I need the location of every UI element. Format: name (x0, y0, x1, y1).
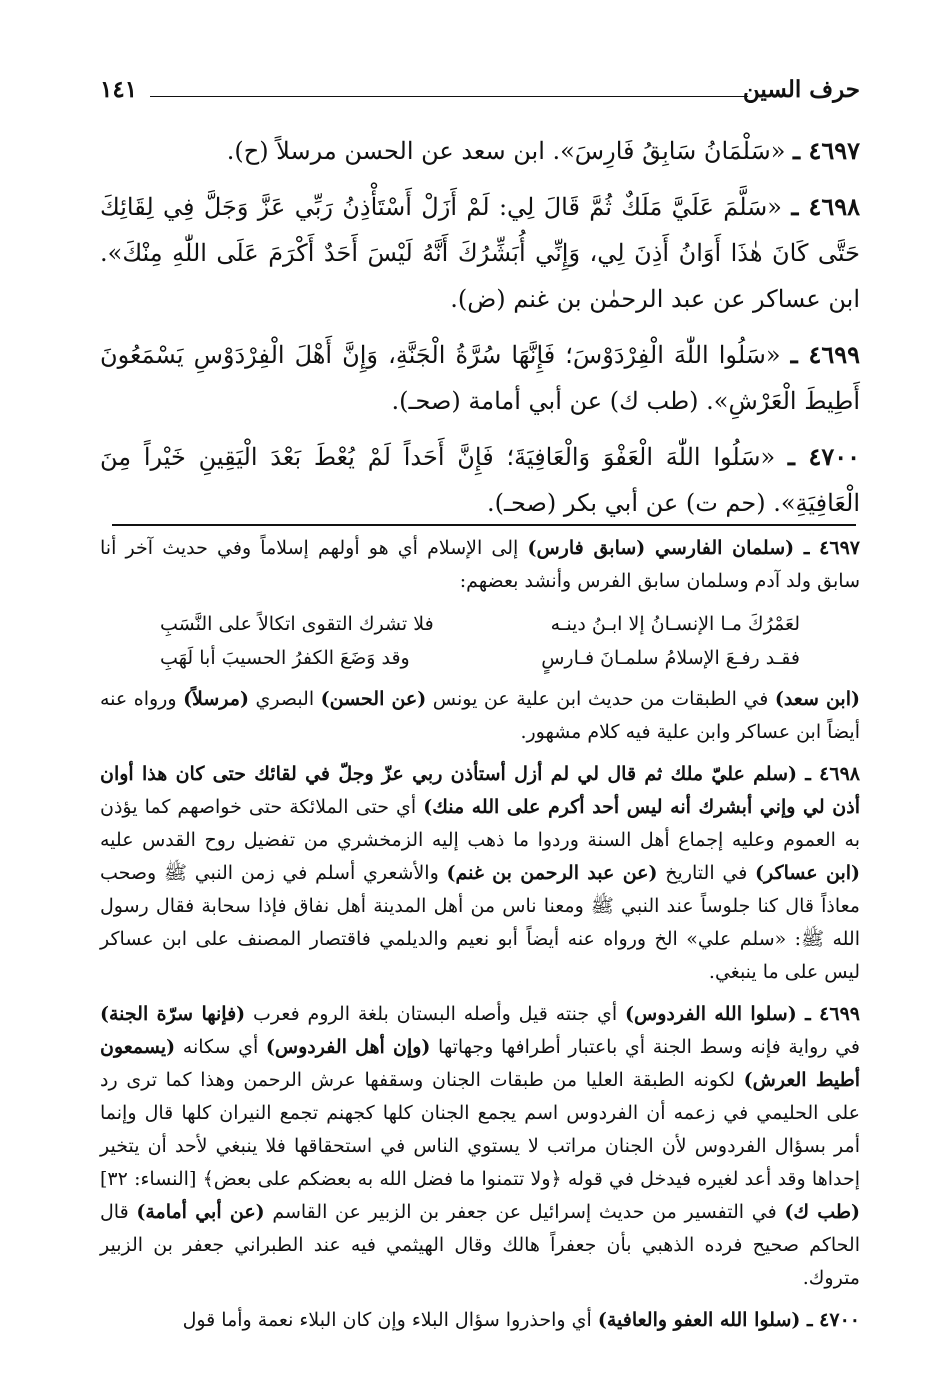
commentary (100, 532, 860, 1346)
hadith-number: ٤٦٩٨ ـ (791, 192, 861, 221)
chapter-title: حرف السين (742, 76, 860, 103)
commentary-lead: ٤٦٩٧ ـ (سلمان الفارسي (سابق فارس) (527, 537, 860, 559)
source-ref: (مرسلاً) (183, 688, 249, 710)
commentary-text: أي حتى الملائكة حتى خواصهم كما يؤذن به العموم وعليه إجماع أهل السنة وردوا ما ذهب إليه الزمخشري من تفضيل روح القدس عليه (100, 796, 860, 851)
header-rule (150, 96, 748, 97)
hadith-number: ٤٦٩٩ ـ (790, 340, 860, 369)
source-ref: (عن عبد الرحمن بن غنم) (446, 862, 658, 884)
hadith-4698 (100, 184, 860, 322)
commentary-lead: ٤٦٩٨ ـ (سلم عليّ ملك ثم قال لي لم أزل أستأذن ربي عزّ وجلّ في لقائك حتى كان هذا أوان أذن لي وإني أبشرك أنه ليس أحد أكرم على الله منك) (100, 763, 860, 818)
hemistich-first: لعَمْرُكَ مـا الإنسـانُ إلا ابـنُ دينـه (550, 613, 800, 635)
source-ref: (عن أبي أمامة) (136, 1201, 265, 1223)
commentary-4700 (100, 1304, 860, 1337)
commentary-text: لكونه الطبقة العليا من طبقات الجنان وسقفها عرش الرحمن وهذا كما ترى رد على الحليمي في زعمه أن الفردوس اسم يجمع الجنان كلها كجهنم تجمع النيران كلها قال وإنما أمر بسؤال الفردوس لأن الجنان مراتب لا يستوي الناس في استحقاقها فلا ينبغي لأحد أن يتخير إحداها وقد أعد لغيره فيدخل في قوله ﴿ولا تتمنوا ما فضل الله به بعضكم على بعض﴾ [النساء: ٣٢] (100, 1069, 860, 1190)
hadith-body: «سَلُوا اللّٰهَ الْفِرْدَوْسَ؛ فَإِنَّهَا سُرَّةُ الْجَنَّةِ، وَإِنَّ أَهْلَ الْفِرْدَوْسِ يَسْمَعُونَ أَطِيطَ الْعَرْشِ». (طب ك) عن أبي أمامة (صحـ). (100, 341, 860, 415)
source-ref: (ابن عساكر) (755, 862, 861, 884)
poem (160, 607, 800, 675)
poem-line (160, 607, 800, 641)
source-ref: (عن الحسن) (320, 688, 427, 710)
commentary-text: أي جنته قيل وأصله البستان بلغة الروم فعرب (245, 1003, 626, 1025)
commentary-lead: ٤٧٠٠ ـ (سلوا الله العفو والعافية) (597, 1309, 860, 1331)
source-ref: (ابن سعد) (774, 688, 860, 710)
hadith-4700 (100, 434, 860, 526)
commentary-4697-source (100, 683, 860, 749)
hadith-body: «سَلَّمَ عَلَيَّ مَلَكٌ ثُمَّ قَالَ لِي: لَمْ أَزَلْ أَسْتَأْذِنُ رَبِّي عَزَّ وَجَلَّ فِي لِقَائِكَ حَتَّى كَانَ هٰذَا أَوَانُ أَذِنَ لِي، وَإِنِّي أُبَشِّرُكَ أَنَّهُ لَيْسَ أَحَدٌ أَكْرَمَ عَلَى اللّٰهِ مِنْكَ». ابن عساكر عن عبد الرحمٰن بن غنم (ض). (100, 193, 860, 313)
hadith-4697 (100, 128, 860, 174)
hemistich-second: وقد وَضَعَ الكفرُ الحسيبَ أبا لَهَبِ (160, 647, 410, 669)
page-number: ١٤١ (100, 76, 138, 103)
commentary-text: البصري (248, 688, 321, 710)
hadith-4699 (100, 332, 860, 424)
commentary-lead: ٤٦٩٩ ـ (سلوا الله الفردوس) (625, 1003, 860, 1025)
commentary-text: والأشعري أسلم في زمن النبي ﷺ وصحب معاذاً قال كنا جلوساً عند النبي ﷺ ومعنا ناس من أهل المدينة أهل نفاق فإذا سحابة فقال رسول الله ﷺ: «سلم علي» الخ ورواه عنه أيضاً أبو نعيم والديلمي فاقتصار المصنف على ابن عساكر ليس على ما ينبغي. (100, 862, 860, 983)
commentary-text: ورواه عنه أيضاً ابن عساكر وابن علية فيه كلام مشهور. (100, 688, 860, 743)
source-ref: (طب ك) (784, 1201, 860, 1223)
commentary-text: أي واحذروا سؤال البلاء وإن كان البلاء نعمة وأما قول (182, 1309, 598, 1331)
hemistich-first: فقـد رفـعَ الإسلامُ سلمـانَ فـارسٍ (541, 647, 800, 669)
page-header (100, 70, 860, 106)
hadith-text (100, 128, 860, 536)
source-ref: (فإنها سرّة الجنة) (100, 1003, 246, 1025)
commentary-text: قال الحاكم صحيح فرده الذهبي بأن جعفراً هالك وقال الهيثمي فيه عند الطبراني جعفر بن الزبير متروك. (100, 1201, 860, 1289)
commentary-4698 (100, 758, 860, 989)
commentary-text: في التاريخ (657, 862, 756, 884)
commentary-text: في رواية فإنه وسط الجنة أي باعتبار أطرافها وجهاتها (430, 1036, 860, 1058)
poem-line (160, 641, 800, 675)
commentary-divider (112, 524, 856, 526)
hadith-body: «سَلْمَانُ سَابِقُ فَارِسَ». ابن سعد عن الحسن مرسلاً (ح). (226, 137, 786, 165)
hadith-body: «سَلُوا اللّٰهَ الْعَفْوَ وَالْعَافِيَةَ؛ فَإِنَّ أَحَداً لَمْ يُعْطَ بَعْدَ الْيَقِينِ خَيْراً مِنَ الْعَافِيَةِ». (حم ت) عن أبي بكر (صحـ). (100, 443, 860, 517)
hemistich-second: فلا تشرك التقوى اتكالاً على النَّسَبِ (160, 613, 434, 635)
commentary-text: أي سكانه (175, 1036, 266, 1058)
source-ref: (وإن أهل الفردوس) (265, 1036, 431, 1058)
hadith-number: ٤٧٠٠ ـ (787, 442, 860, 471)
commentary-text: في الطبقات من حديث ابن علية عن يونس (426, 688, 775, 710)
hadith-number: ٤٦٩٧ ـ (793, 136, 860, 165)
commentary-4699 (100, 998, 860, 1295)
commentary-4697 (100, 532, 860, 598)
commentary-text: في التفسير من حديث إسرائيل عن جعفر بن الزبير عن القاسم (264, 1201, 785, 1223)
source-ref: (يسمعون أطيط العرش) (100, 1036, 861, 1091)
commentary-text: إلى الإسلام أي هو أولهم إسلاماً وفي حديث آخر أنا سابق ولد آدم وسلمان سابق الفرس وأنشد بعضهم: (100, 537, 860, 592)
